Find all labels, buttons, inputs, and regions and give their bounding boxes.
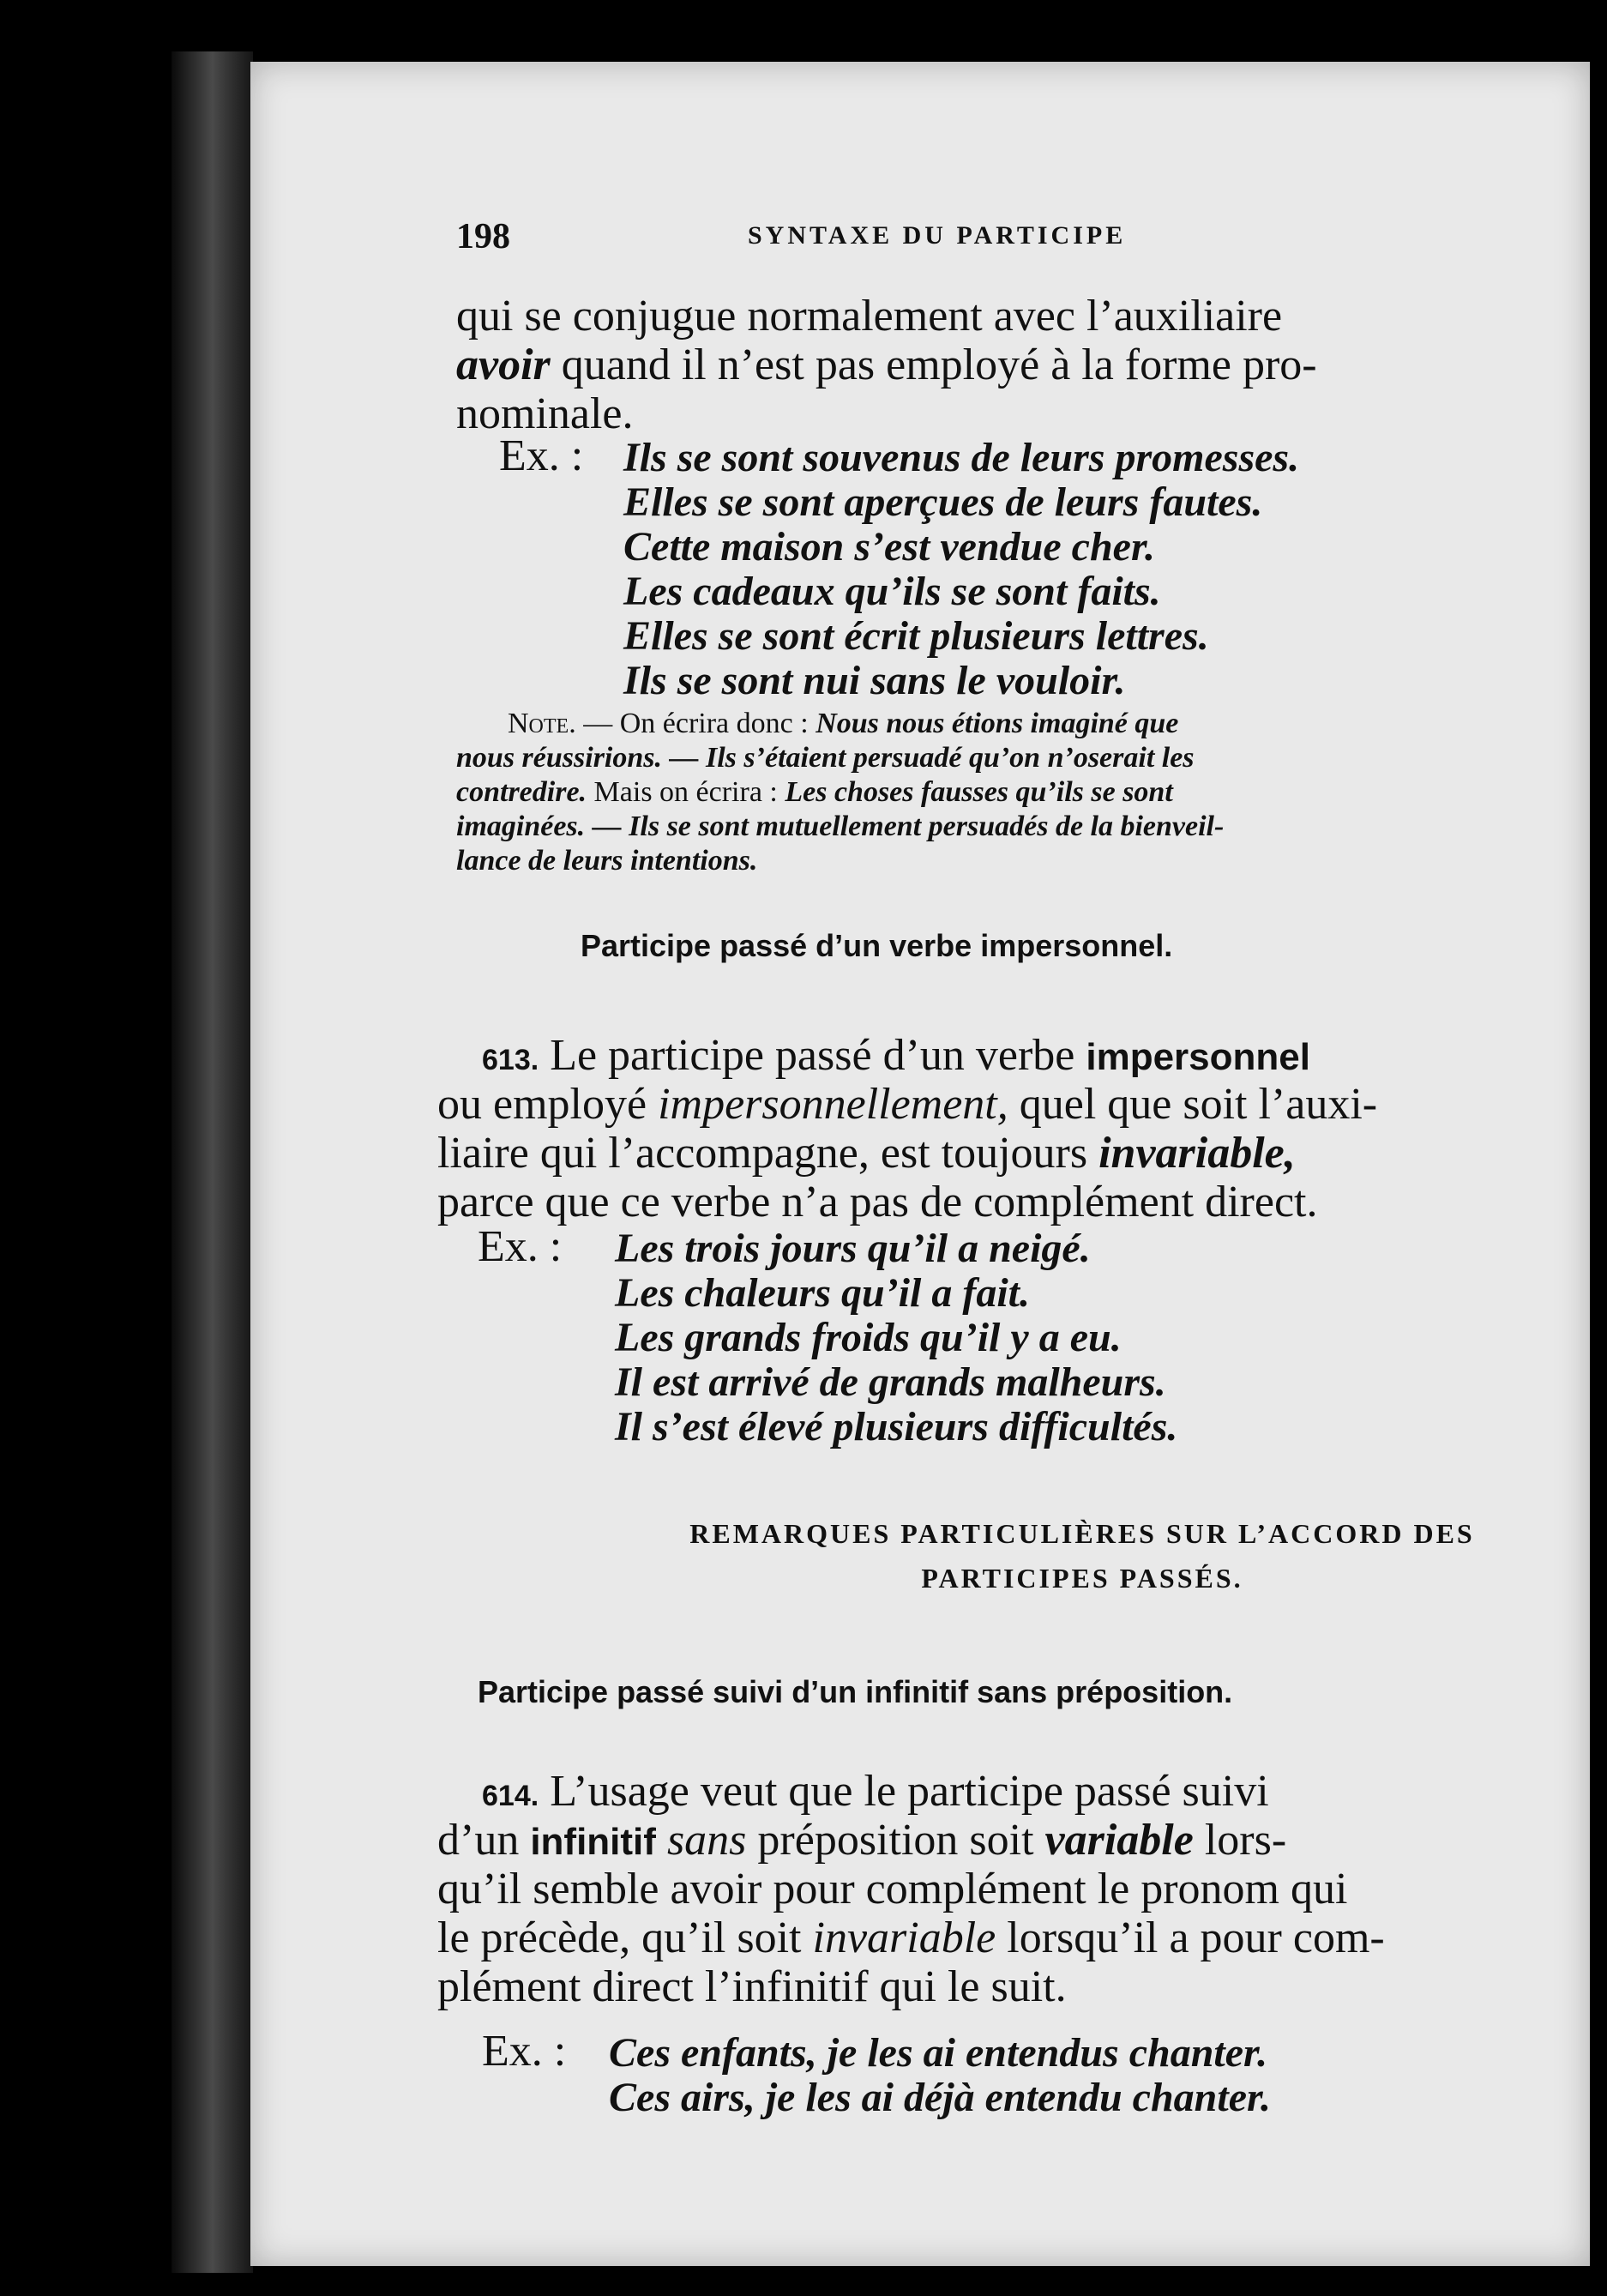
italic-term: variable — [1044, 1816, 1194, 1865]
example-label: Ex. : — [482, 2027, 567, 2076]
example-item: Il est arrivé de grands malheurs. — [615, 1359, 1166, 1405]
paragraph-text: d’un — [437, 1816, 531, 1865]
paragraph-line — [437, 1129, 1607, 1178]
note-example: Nous nous étions imaginé que — [816, 708, 1179, 739]
example-label: Ex. : — [499, 431, 584, 480]
remarks-heading — [456, 1511, 1607, 1600]
remarks-heading-line: PARTICIPES PASSÉS. — [921, 1563, 1243, 1594]
italic-term: invariable, — [1098, 1129, 1296, 1178]
note-text: Mais on écrira : — [587, 776, 785, 808]
paragraph-text: Le participe passé d’un verbe — [539, 1031, 1086, 1080]
example-item: Les trois jours qu’il a neigé. — [615, 1226, 1091, 1271]
italic-term: sans — [666, 1816, 747, 1865]
paragraph-text — [656, 1816, 667, 1865]
paragraph-text: lors- — [1193, 1816, 1287, 1865]
running-head — [456, 216, 1607, 268]
bold-term: infinitif — [530, 1821, 656, 1863]
example-label: Ex. : — [478, 1222, 563, 1271]
example-item: Les cadeaux qu’ils se sont faits. — [623, 569, 1161, 614]
paragraph-line: qu’il semble avoir pour complément le pronom qui — [437, 1865, 1348, 1913]
intro-line — [456, 340, 1607, 389]
note-paragraph — [456, 707, 1607, 878]
subheading-infinitive: Participe passé suivi d’un infinitif sans préposition. — [478, 1674, 1233, 1709]
paragraph-line — [437, 1816, 1607, 1865]
italic-term: invariable — [812, 1913, 996, 1962]
remarks-heading-line: REMARQUES PARTICULIÈRES SUR L’ACCORD DES — [689, 1518, 1475, 1549]
paragraph-line — [437, 1031, 1607, 1080]
intro-text: quand il n’est pas employé à la forme pro- — [550, 340, 1317, 389]
intro-line: qui se conjugue normalement avec l’auxiliaire — [456, 292, 1283, 340]
paragraph-text: lorsqu’il a pour com- — [996, 1913, 1385, 1962]
example-item: Elles se sont écrit plusieurs lettres. — [623, 613, 1209, 659]
paragraph-number: 614. — [482, 1780, 539, 1812]
paragraph-613 — [437, 1031, 1607, 1226]
paragraph-line: plément direct l’infinitif qui le suit. — [437, 1962, 1067, 2011]
book-spine — [172, 51, 253, 2273]
paragraph-line — [437, 1767, 1607, 1816]
intro-line: nominale. — [456, 389, 634, 438]
example-list — [615, 1226, 1177, 1449]
intro-italic-word: avoir — [456, 340, 551, 389]
paragraph-number: 613. — [482, 1044, 539, 1076]
book-page — [250, 62, 1590, 2266]
intro-paragraph — [456, 292, 1607, 438]
paragraph-614 — [437, 1767, 1607, 2011]
paragraph-text: L’usage veut que le participe passé suivi — [539, 1767, 1269, 1816]
italic-term: impersonnellement, — [658, 1080, 1008, 1129]
paragraph-line: parce que ce verbe n’a pas de complément direct. — [437, 1178, 1318, 1226]
example-item: Ces airs, je les ai déjà entendu chanter. — [609, 2075, 1272, 2120]
example-item: Cette maison s’est vendue cher. — [623, 524, 1155, 569]
paragraph-text: préposition soit — [746, 1816, 1045, 1865]
note-example: contredire. — [456, 776, 587, 808]
example-item: Il s’est élevé plusieurs difficultés. — [615, 1404, 1178, 1449]
paragraph-text: quel que soit l’auxi- — [1008, 1080, 1378, 1129]
note-line — [456, 707, 1607, 741]
bold-term: impersonnel — [1086, 1036, 1310, 1078]
paragraph-line — [437, 1913, 1607, 1962]
example-item: Ils se sont nui sans le vouloir. — [623, 658, 1126, 703]
example-item: Elles se sont aperçues de leurs fautes. — [623, 479, 1263, 525]
page-number: 198 — [456, 217, 510, 256]
paragraph-text: liaire qui l’accompagne, est toujours — [437, 1129, 1099, 1178]
example-list — [623, 436, 1299, 703]
note-line: lance de leurs intentions. — [456, 845, 758, 877]
subheading-impersonal: Participe passé d’un verbe impersonnel. — [581, 928, 1173, 963]
example-item: Les chaleurs qu’il a fait. — [615, 1270, 1031, 1316]
note-line: imaginées. — Ils se sont mutuellement persuadés de la bienveil- — [456, 811, 1225, 842]
paragraph-line — [437, 1080, 1607, 1129]
note-line — [456, 775, 1607, 810]
example-item: Ils se sont souvenus de leurs promesses. — [623, 435, 1300, 480]
section-title: SYNTAXE DU PARTICIPE — [748, 221, 1127, 250]
example-item: Les grands froids qu’il y a eu. — [615, 1315, 1122, 1360]
note-line: nous réussirions. — Ils s’étaient persuadé qu’on n’oserait les — [456, 742, 1195, 774]
note-example: Les choses fausses qu’ils se sont — [785, 776, 1173, 808]
note-text: — On écrira donc : — [575, 708, 816, 739]
paragraph-text: le précède, qu’il soit — [437, 1913, 813, 1962]
paragraph-text: ou employé — [437, 1080, 659, 1129]
example-list — [609, 2031, 1271, 2120]
note-label: Note. — [508, 708, 576, 739]
example-item: Ces enfants, je les ai entendus chanter. — [609, 2030, 1268, 2076]
